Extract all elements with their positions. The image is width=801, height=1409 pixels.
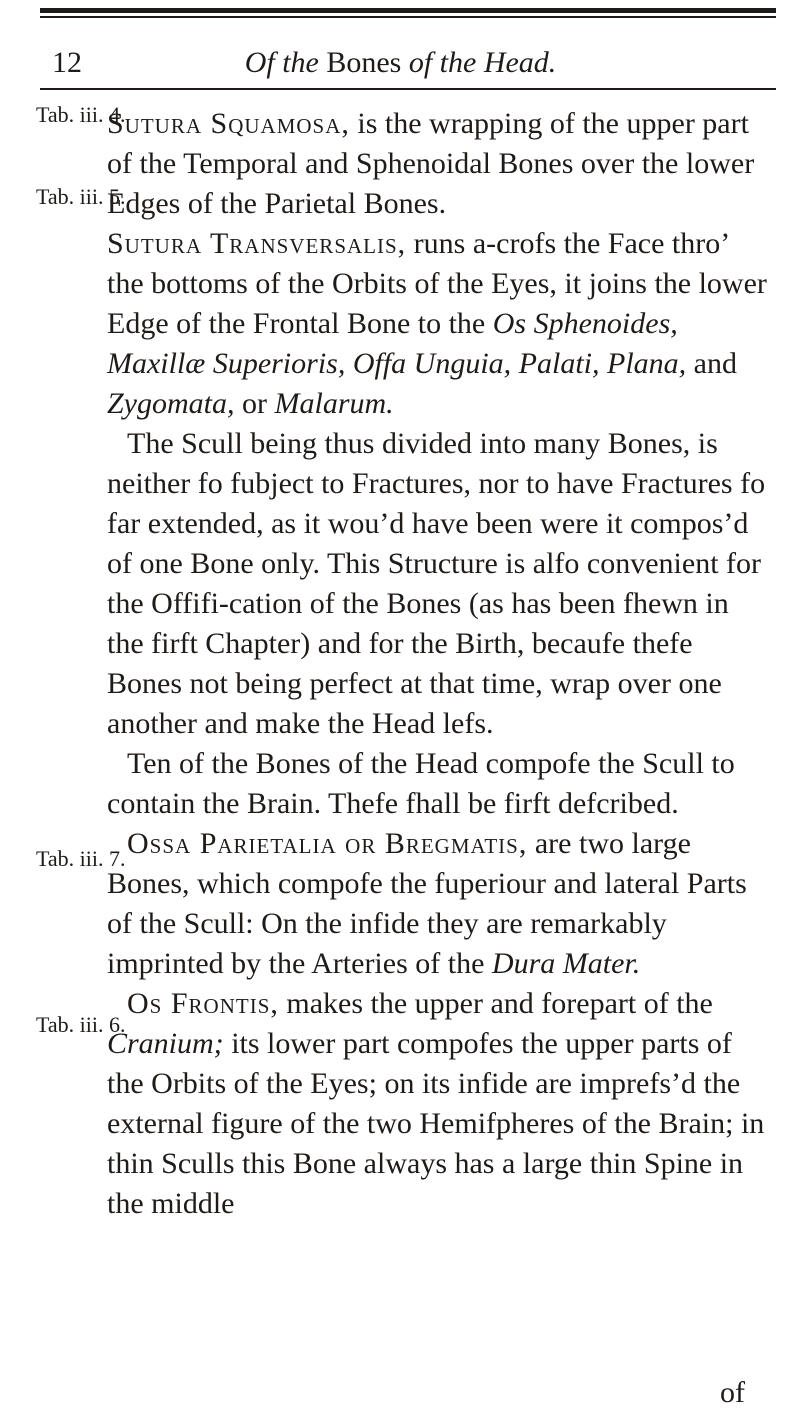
paragraph-ossa-parietalia xyxy=(107,824,767,984)
text-and: and xyxy=(686,347,737,380)
page-number: 12 xyxy=(52,46,82,79)
running-title xyxy=(0,44,801,82)
body-text xyxy=(107,104,767,1224)
latin-zygomata: Zygomata, xyxy=(107,387,235,420)
title-middle: Bones xyxy=(326,46,402,79)
heading-sutura-transversalis: Sutura Transversalis, xyxy=(107,227,407,260)
paragraph-sutura-transversalis xyxy=(107,224,767,424)
text-sutura-transversalis-a: runs a-crofs the Face thro’ the bottoms of the Orbits of the Eyes, it joins the lower Edge of the Frontal Bone to the xyxy=(107,227,767,340)
margin-note-tab-iii-5: Tab. iii. 5. xyxy=(36,184,126,209)
text-os-frontis-a: makes the upper and forepart of the xyxy=(278,987,713,1020)
top-rule-thin xyxy=(40,16,776,18)
margin-note-tab-iii-7: Tab. iii. 7. xyxy=(36,846,126,871)
text-ossa-parietalia: are two large Bones, which compofe the fuperiour and lateral Parts of the Scull: On the infide they are remarkably imprinted by the Arteries of the xyxy=(107,827,747,980)
title-suffix: of the Head. xyxy=(408,46,557,79)
text-or: or xyxy=(234,387,275,420)
header-rule xyxy=(40,88,776,90)
heading-ossa-parietalia: Ossa Parietalia or Bregmatis, xyxy=(127,827,528,860)
heading-os-frontis: Os Frontis, xyxy=(127,987,279,1020)
top-rule xyxy=(40,8,776,13)
paragraph-sutura-squamosa xyxy=(107,104,767,224)
catchword: of xyxy=(720,1376,745,1409)
latin-dura-mater: Dura Mater. xyxy=(491,947,641,980)
title-prefix: Of the xyxy=(244,46,319,79)
paragraph-scull-divided: The Scull being thus divided into many Bones, is neither fo fubject to Fractures, nor to have Fractures fo far extended, as it wou’d have been were it compos’d of one Bone only. This Structure is alfo convenient for the Offifi-cation of the Bones (as has been fhewn in the firft Chapter) and for the Birth, becaufe thefe Bones not being perfect at that time, wrap over one another and make the Head lefs. xyxy=(107,427,766,740)
heading-sutura-squamosa: Sutura Squamosa, xyxy=(107,107,350,140)
latin-malarum: Malarum. xyxy=(274,387,394,420)
margin-note-tab-iii-6: Tab. iii. 6. xyxy=(36,1012,126,1037)
latin-cranium: Cranium; xyxy=(107,1027,224,1060)
margin-note-tab-iii-4: Tab. iii. 4. xyxy=(36,102,126,127)
text-sutura-squamosa: is the wrapping of the upper part of the Temporal and Sphenoidal Bones over the lower Edges of the Parietal Bones. xyxy=(107,107,755,220)
paragraph-os-frontis xyxy=(107,984,767,1224)
paragraph-ten-bones: Ten of the Bones of the Head compofe the Scull to contain the Brain. Thefe fhall be firft defcribed. xyxy=(107,747,735,820)
text-os-frontis-b: its lower part compofes the upper parts of the Orbits of the Eyes; on its infide are imprefs’d the external figure of the two Hemifpheres of the Brain; in thin Sculls this Bone always has a large thin Spine in the middle xyxy=(107,1027,765,1220)
latin-bones-list: Os Sphenoides, Maxillæ Superioris, Offa Unguia, Palati, Plana, xyxy=(107,307,687,380)
